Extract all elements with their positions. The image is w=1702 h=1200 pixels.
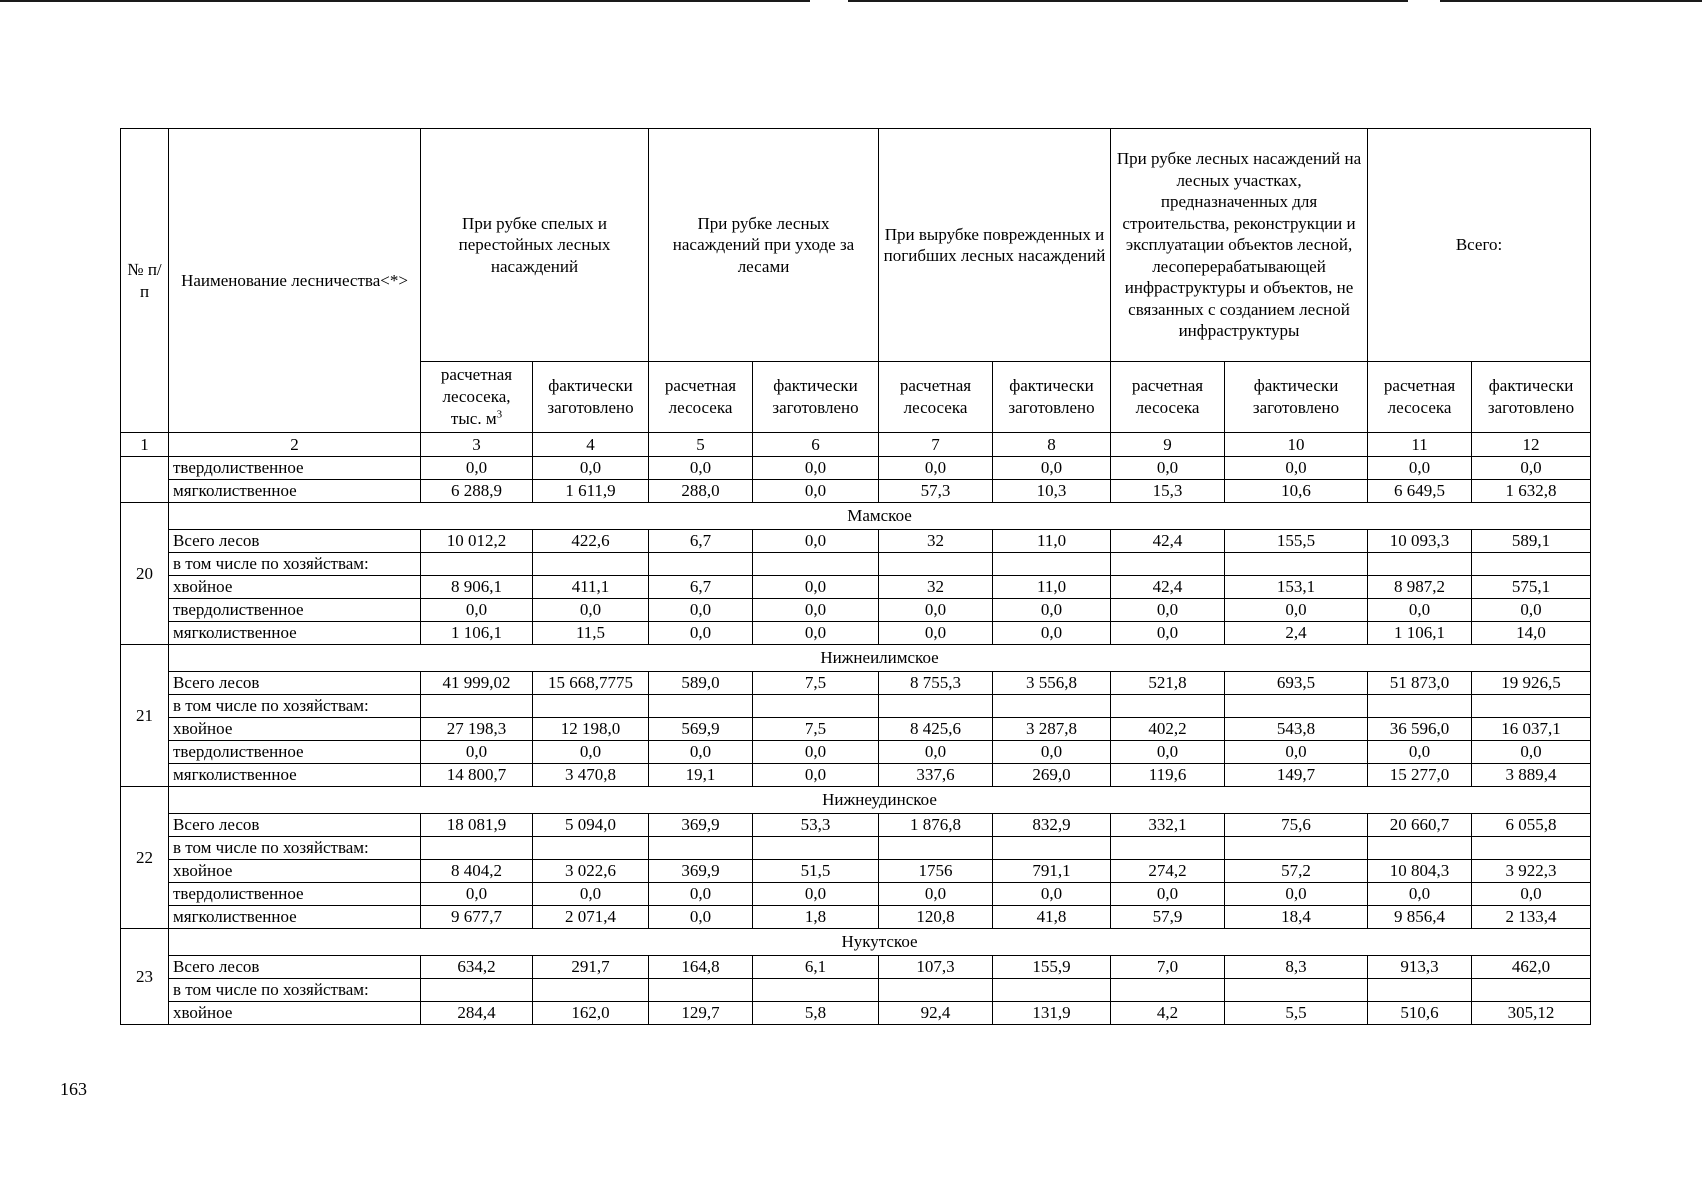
value-cell: 332,1 — [1111, 814, 1225, 837]
value-cell: 19,1 — [649, 764, 753, 787]
value-cell: 57,2 — [1225, 860, 1368, 883]
subheader-plan: расчетная лесосека — [649, 362, 753, 433]
value-cell: 291,7 — [533, 956, 649, 979]
table-row — [121, 672, 1591, 695]
value-cell: 0,0 — [753, 599, 879, 622]
value-cell: 6 055,8 — [1472, 814, 1591, 837]
column-index: 8 — [993, 433, 1111, 457]
value-cell: 0,0 — [993, 457, 1111, 480]
table-row — [121, 695, 1591, 718]
value-cell: 1 106,1 — [1368, 622, 1472, 645]
value-cell: 0,0 — [421, 883, 533, 906]
value-cell: 18 081,9 — [421, 814, 533, 837]
value-cell: 288,0 — [649, 480, 753, 503]
value-cell — [1472, 553, 1591, 576]
value-cell — [993, 837, 1111, 860]
value-cell — [753, 553, 879, 576]
subheader-fact: фактически заготовлено — [1472, 362, 1591, 433]
value-cell: 1,8 — [753, 906, 879, 929]
value-cell: 832,9 — [993, 814, 1111, 837]
value-cell — [421, 979, 533, 1002]
value-cell: 8 755,3 — [879, 672, 993, 695]
district-name: Нижнеилимское — [169, 645, 1591, 672]
value-cell: 36 596,0 — [1368, 718, 1472, 741]
value-cell: 0,0 — [421, 457, 533, 480]
value-cell — [993, 979, 1111, 1002]
header-group-damaged: При вырубке поврежденных и погибших лесных насаждений — [879, 129, 1111, 362]
value-cell: 7,5 — [753, 718, 879, 741]
column-index: 7 — [879, 433, 993, 457]
value-cell: 274,2 — [1111, 860, 1225, 883]
value-cell: 42,4 — [1111, 576, 1225, 599]
column-index: 4 — [533, 433, 649, 457]
row-label: в том числе по хозяйствам: — [169, 553, 421, 576]
value-cell: 0,0 — [753, 883, 879, 906]
value-cell — [1368, 553, 1472, 576]
value-cell: 11,0 — [993, 576, 1111, 599]
value-cell — [753, 979, 879, 1002]
value-cell — [1368, 837, 1472, 860]
value-cell: 5 094,0 — [533, 814, 649, 837]
row-label: в том числе по хозяйствам: — [169, 979, 421, 1002]
table-row — [121, 576, 1591, 599]
row-label: мягколиственное — [169, 622, 421, 645]
value-cell: 0,0 — [1472, 599, 1591, 622]
subheader-fact: фактически заготовлено — [533, 362, 649, 433]
value-cell: 0,0 — [421, 599, 533, 622]
value-cell — [533, 695, 649, 718]
value-cell: 10,6 — [1225, 480, 1368, 503]
value-cell: 3 556,8 — [993, 672, 1111, 695]
value-cell: 3 287,8 — [993, 718, 1111, 741]
value-cell: 155,9 — [993, 956, 1111, 979]
value-cell: 32 — [879, 576, 993, 599]
page-number: 163 — [60, 1079, 87, 1099]
value-cell: 0,0 — [1368, 457, 1472, 480]
column-index: 1 — [121, 433, 169, 457]
row-label: мягколиственное — [169, 480, 421, 503]
value-cell: 0,0 — [1225, 883, 1368, 906]
value-cell: 0,0 — [1368, 883, 1472, 906]
district-header-row — [121, 645, 1591, 672]
table-row — [121, 764, 1591, 787]
column-index: 10 — [1225, 433, 1368, 457]
subheader-plan-first-unit: тыс. м — [450, 409, 497, 428]
header-group-care: При рубке лесных насаждений при уходе за лесами — [649, 129, 879, 362]
value-cell: 569,9 — [649, 718, 753, 741]
value-cell: 7,0 — [1111, 956, 1225, 979]
table-row — [121, 457, 1591, 480]
subheader-plan: расчетная лесосека — [1111, 362, 1225, 433]
value-cell: 0,0 — [1472, 457, 1591, 480]
value-cell — [1111, 553, 1225, 576]
value-cell: 164,8 — [649, 956, 753, 979]
value-cell — [879, 553, 993, 576]
value-cell: 27 198,3 — [421, 718, 533, 741]
row-label: твердолиственное — [169, 457, 421, 480]
district-header-row — [121, 787, 1591, 814]
value-cell — [421, 553, 533, 576]
row-label: мягколиственное — [169, 906, 421, 929]
district-header-row — [121, 929, 1591, 956]
value-cell: 1 611,9 — [533, 480, 649, 503]
value-cell — [753, 695, 879, 718]
value-cell: 6,7 — [649, 576, 753, 599]
value-cell — [1225, 837, 1368, 860]
value-cell: 0,0 — [879, 622, 993, 645]
table-row — [121, 718, 1591, 741]
value-cell: 369,9 — [649, 860, 753, 883]
column-index: 6 — [753, 433, 879, 457]
subheader-plan: расчетная лесосека — [879, 362, 993, 433]
subheader-fact: фактически заготовлено — [1225, 362, 1368, 433]
subheader-fact: фактически заготовлено — [993, 362, 1111, 433]
table-row — [121, 622, 1591, 645]
value-cell: 0,0 — [1111, 457, 1225, 480]
table-row — [121, 979, 1591, 1002]
district-number: 23 — [121, 929, 169, 1025]
value-cell: 51 873,0 — [1368, 672, 1472, 695]
value-cell — [753, 837, 879, 860]
value-cell — [1472, 695, 1591, 718]
value-cell: 269,0 — [993, 764, 1111, 787]
value-cell: 57,3 — [879, 480, 993, 503]
district-name: Мамское — [169, 503, 1591, 530]
value-cell — [879, 837, 993, 860]
value-cell — [649, 695, 753, 718]
value-cell: 15,3 — [1111, 480, 1225, 503]
header-col-num: № п/п — [121, 129, 169, 433]
value-cell: 0,0 — [879, 457, 993, 480]
value-cell — [1472, 979, 1591, 1002]
value-cell: 0,0 — [1368, 741, 1472, 764]
value-cell: 41 999,02 — [421, 672, 533, 695]
value-cell: 0,0 — [1111, 599, 1225, 622]
value-cell: 1 876,8 — [879, 814, 993, 837]
value-cell — [533, 979, 649, 1002]
value-cell: 0,0 — [533, 741, 649, 764]
subheader-unit-exponent: 3 — [496, 408, 503, 421]
value-cell: 14 800,7 — [421, 764, 533, 787]
value-cell: 8,3 — [1225, 956, 1368, 979]
value-cell: 0,0 — [1225, 457, 1368, 480]
row-label: хвойное — [169, 718, 421, 741]
value-cell: 131,9 — [993, 1002, 1111, 1025]
value-cell: 15 277,0 — [1368, 764, 1472, 787]
value-cell: 0,0 — [533, 883, 649, 906]
value-cell: 6 288,9 — [421, 480, 533, 503]
value-cell: 693,5 — [1225, 672, 1368, 695]
value-cell — [1111, 979, 1225, 1002]
value-cell: 305,12 — [1472, 1002, 1591, 1025]
column-index: 3 — [421, 433, 533, 457]
value-cell: 32 — [879, 530, 993, 553]
value-cell: 10 804,3 — [1368, 860, 1472, 883]
value-cell — [1111, 695, 1225, 718]
value-cell: 6 649,5 — [1368, 480, 1472, 503]
district-number: 20 — [121, 503, 169, 645]
value-cell: 0,0 — [753, 576, 879, 599]
value-cell: 0,0 — [753, 764, 879, 787]
column-index: 12 — [1472, 433, 1591, 457]
value-cell: 149,7 — [1225, 764, 1368, 787]
row-number-cell — [121, 457, 169, 503]
header-group-mature: При рубке спелых и перестойных лесных насаждений — [421, 129, 649, 362]
value-cell: 19 926,5 — [1472, 672, 1591, 695]
value-cell: 0,0 — [533, 599, 649, 622]
district-number: 22 — [121, 787, 169, 929]
value-cell: 521,8 — [1111, 672, 1225, 695]
value-cell: 2,4 — [1225, 622, 1368, 645]
table-row — [121, 883, 1591, 906]
value-cell: 791,1 — [993, 860, 1111, 883]
value-cell: 16 037,1 — [1472, 718, 1591, 741]
value-cell — [879, 979, 993, 1002]
row-label: хвойное — [169, 576, 421, 599]
table-body — [121, 433, 1591, 1025]
value-cell: 0,0 — [649, 622, 753, 645]
row-label: мягколиственное — [169, 764, 421, 787]
table-row — [121, 906, 1591, 929]
district-header-row — [121, 503, 1591, 530]
value-cell: 57,9 — [1111, 906, 1225, 929]
value-cell — [533, 553, 649, 576]
table-row — [121, 956, 1591, 979]
value-cell: 11,5 — [533, 622, 649, 645]
value-cell: 462,0 — [1472, 956, 1591, 979]
value-cell: 2 133,4 — [1472, 906, 1591, 929]
row-label: в том числе по хозяйствам: — [169, 695, 421, 718]
value-cell: 1 106,1 — [421, 622, 533, 645]
subheader-plan-first — [421, 362, 533, 433]
value-cell: 0,0 — [649, 457, 753, 480]
subheader-plan: расчетная лесосека — [1368, 362, 1472, 433]
value-cell: 3 022,6 — [533, 860, 649, 883]
value-cell: 1 632,8 — [1472, 480, 1591, 503]
value-cell: 41,8 — [993, 906, 1111, 929]
value-cell: 913,3 — [1368, 956, 1472, 979]
value-cell: 75,6 — [1225, 814, 1368, 837]
header-row-groups — [121, 129, 1591, 362]
value-cell: 1756 — [879, 860, 993, 883]
row-label: Всего лесов — [169, 956, 421, 979]
value-cell: 0,0 — [649, 906, 753, 929]
value-cell: 6,1 — [753, 956, 879, 979]
value-cell — [1368, 979, 1472, 1002]
value-cell: 11,0 — [993, 530, 1111, 553]
value-cell: 0,0 — [649, 883, 753, 906]
value-cell: 0,0 — [1225, 741, 1368, 764]
value-cell: 411,1 — [533, 576, 649, 599]
value-cell: 4,2 — [1111, 1002, 1225, 1025]
table-row — [121, 553, 1591, 576]
district-name: Нукутское — [169, 929, 1591, 956]
row-label: твердолиственное — [169, 599, 421, 622]
subheader-fact: фактически заготовлено — [753, 362, 879, 433]
value-cell: 0,0 — [879, 599, 993, 622]
value-cell: 15 668,7775 — [533, 672, 649, 695]
value-cell: 18,4 — [1225, 906, 1368, 929]
column-index: 5 — [649, 433, 753, 457]
value-cell — [993, 553, 1111, 576]
value-cell: 0,0 — [533, 457, 649, 480]
value-cell: 5,8 — [753, 1002, 879, 1025]
value-cell — [1225, 695, 1368, 718]
value-cell: 5,5 — [1225, 1002, 1368, 1025]
value-cell: 0,0 — [1368, 599, 1472, 622]
table-row — [121, 741, 1591, 764]
value-cell — [993, 695, 1111, 718]
value-cell: 0,0 — [649, 599, 753, 622]
row-label: твердолиственное — [169, 883, 421, 906]
value-cell: 575,1 — [1472, 576, 1591, 599]
value-cell: 53,3 — [753, 814, 879, 837]
value-cell: 107,3 — [879, 956, 993, 979]
value-cell: 0,0 — [1111, 622, 1225, 645]
value-cell: 3 470,8 — [533, 764, 649, 787]
value-cell: 8 404,2 — [421, 860, 533, 883]
value-cell: 402,2 — [1111, 718, 1225, 741]
value-cell: 0,0 — [879, 741, 993, 764]
harvest-table — [120, 128, 1591, 1025]
value-cell: 0,0 — [753, 741, 879, 764]
value-cell: 369,9 — [649, 814, 753, 837]
district-number: 21 — [121, 645, 169, 787]
value-cell — [649, 837, 753, 860]
value-cell: 0,0 — [753, 622, 879, 645]
value-cell: 0,0 — [1472, 741, 1591, 764]
value-cell: 0,0 — [753, 480, 879, 503]
value-cell: 589,1 — [1472, 530, 1591, 553]
value-cell: 14,0 — [1472, 622, 1591, 645]
value-cell: 10 093,3 — [1368, 530, 1472, 553]
value-cell — [421, 837, 533, 860]
table-row — [121, 530, 1591, 553]
value-cell: 0,0 — [879, 883, 993, 906]
value-cell — [421, 695, 533, 718]
header-group-total: Всего: — [1368, 129, 1591, 362]
value-cell — [1472, 837, 1591, 860]
table-row — [121, 1002, 1591, 1025]
scan-edge-line — [0, 0, 810, 2]
scan-edge-line — [848, 0, 1408, 2]
row-label: твердолиственное — [169, 741, 421, 764]
column-index: 9 — [1111, 433, 1225, 457]
column-index-row — [121, 433, 1591, 457]
subheader-plan-first-label: расчетная лесосека, — [440, 365, 513, 406]
value-cell: 153,1 — [1225, 576, 1368, 599]
header-group-infrastructure: При рубке лесных насаждений на лесных участках, предназначенных для строительства, реконструкции и эксплуатации объектов лесной, лесоперерабатывающей инфраструктуры и объектов, не связанных с созданием лесной инфраструктуры — [1111, 129, 1368, 362]
table-row — [121, 837, 1591, 860]
value-cell: 10 012,2 — [421, 530, 533, 553]
value-cell — [1111, 837, 1225, 860]
value-cell: 9 856,4 — [1368, 906, 1472, 929]
value-cell: 2 071,4 — [533, 906, 649, 929]
table-row — [121, 860, 1591, 883]
value-cell — [533, 837, 649, 860]
table-row — [121, 814, 1591, 837]
value-cell: 284,4 — [421, 1002, 533, 1025]
value-cell: 8 987,2 — [1368, 576, 1472, 599]
value-cell: 92,4 — [879, 1002, 993, 1025]
table-row — [121, 480, 1591, 503]
value-cell — [649, 553, 753, 576]
row-label: Всего лесов — [169, 530, 421, 553]
value-cell: 3 889,4 — [1472, 764, 1591, 787]
value-cell: 51,5 — [753, 860, 879, 883]
value-cell: 634,2 — [421, 956, 533, 979]
value-cell: 119,6 — [1111, 764, 1225, 787]
value-cell: 10,3 — [993, 480, 1111, 503]
value-cell: 9 677,7 — [421, 906, 533, 929]
value-cell: 0,0 — [1111, 883, 1225, 906]
row-label: Всего лесов — [169, 672, 421, 695]
value-cell: 6,7 — [649, 530, 753, 553]
column-index: 2 — [169, 433, 421, 457]
value-cell: 0,0 — [753, 457, 879, 480]
value-cell — [1368, 695, 1472, 718]
district-name: Нижнеудинское — [169, 787, 1591, 814]
value-cell: 589,0 — [649, 672, 753, 695]
value-cell: 8 906,1 — [421, 576, 533, 599]
value-cell: 543,8 — [1225, 718, 1368, 741]
value-cell: 3 922,3 — [1472, 860, 1591, 883]
row-label: Всего лесов — [169, 814, 421, 837]
column-index: 11 — [1368, 433, 1472, 457]
value-cell: 7,5 — [753, 672, 879, 695]
value-cell: 0,0 — [993, 741, 1111, 764]
header-col-name: Наименование лесничества<*> — [169, 129, 421, 433]
value-cell: 8 425,6 — [879, 718, 993, 741]
value-cell: 0,0 — [649, 741, 753, 764]
value-cell — [649, 979, 753, 1002]
value-cell: 0,0 — [1225, 599, 1368, 622]
value-cell: 510,6 — [1368, 1002, 1472, 1025]
value-cell: 120,8 — [879, 906, 993, 929]
value-cell: 0,0 — [421, 741, 533, 764]
scan-edge-line — [1440, 0, 1702, 2]
value-cell: 129,7 — [649, 1002, 753, 1025]
value-cell — [1225, 553, 1368, 576]
table-row — [121, 599, 1591, 622]
value-cell: 0,0 — [753, 530, 879, 553]
value-cell: 162,0 — [533, 1002, 649, 1025]
value-cell: 0,0 — [1472, 883, 1591, 906]
row-label: хвойное — [169, 860, 421, 883]
value-cell: 155,5 — [1225, 530, 1368, 553]
row-label: хвойное — [169, 1002, 421, 1025]
value-cell: 0,0 — [993, 622, 1111, 645]
value-cell: 0,0 — [993, 599, 1111, 622]
value-cell — [879, 695, 993, 718]
value-cell: 337,6 — [879, 764, 993, 787]
value-cell — [1225, 979, 1368, 1002]
value-cell: 42,4 — [1111, 530, 1225, 553]
value-cell: 422,6 — [533, 530, 649, 553]
value-cell: 12 198,0 — [533, 718, 649, 741]
value-cell: 20 660,7 — [1368, 814, 1472, 837]
value-cell: 0,0 — [993, 883, 1111, 906]
value-cell: 0,0 — [1111, 741, 1225, 764]
row-label: в том числе по хозяйствам: — [169, 837, 421, 860]
